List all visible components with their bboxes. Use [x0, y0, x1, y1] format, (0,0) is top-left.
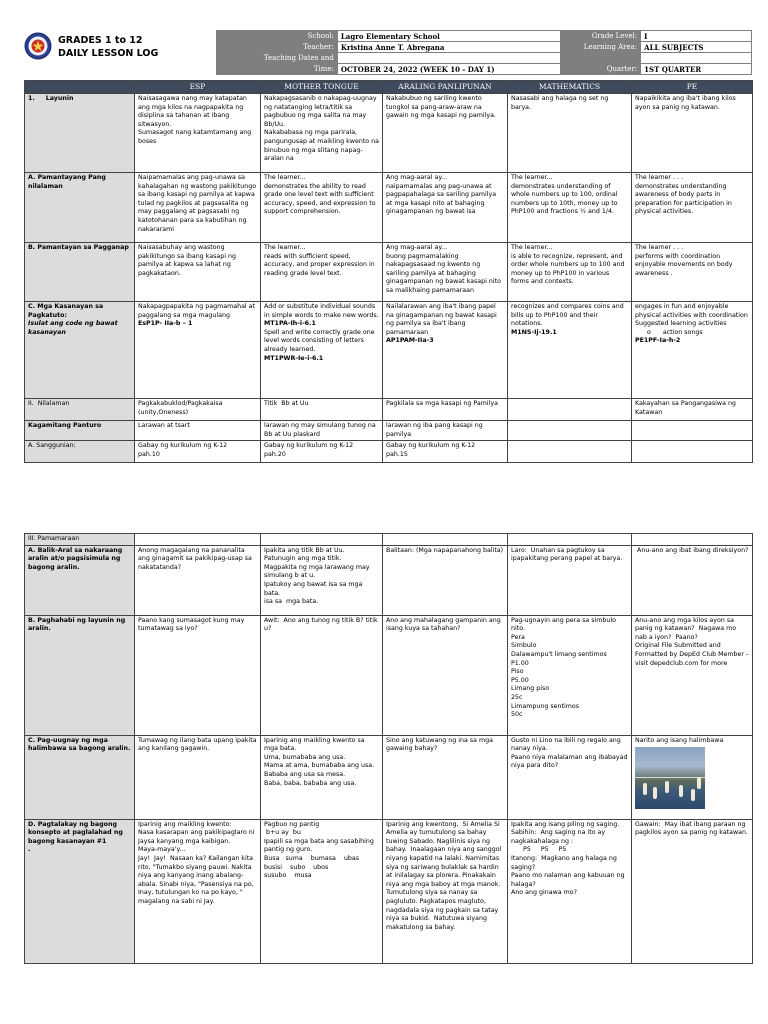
competency-code: EsP1P- IIa-b – 1 — [138, 320, 193, 328]
table-cell — [632, 819, 753, 963]
cell-text: engages in fun and enjoyable physical activities with coordination — [635, 303, 748, 319]
cell-text: Suggested learning activities — [635, 320, 727, 328]
cell-text: 25c — [511, 693, 523, 701]
row-label-text: 1. Layunin — [28, 95, 74, 102]
title-line-1: GRADES 1 to 12 — [58, 35, 143, 46]
table-cell — [261, 615, 383, 735]
row-label-text: B. Pamantayan sa Pagganap — [28, 244, 129, 251]
empty-cell — [261, 534, 383, 546]
cell-text: Nailalarawan ang iba't ibang papel na ginagampanan ng bawat kasapi ng pamilya sa iba't ibang pamamaraan — [386, 303, 499, 336]
header-value — [337, 53, 560, 64]
cell-text: Anu-ano ang ibat ibang direksiyon? — [635, 546, 749, 554]
row-label — [25, 421, 135, 441]
table-cell — [135, 615, 261, 735]
cell-text: Dalawampu't limang sentimos — [511, 650, 607, 658]
header-blank-cell — [25, 81, 135, 94]
cell-text: Sumasagot nang katamtamang ang boses — [138, 129, 254, 145]
table-cell — [383, 819, 508, 963]
table-cell — [135, 735, 261, 819]
column-header: PE — [632, 81, 753, 94]
table-cell — [508, 615, 632, 735]
cell-text: Nasasabi ang halaga ng set ng barya. — [511, 95, 611, 111]
row-label-text: Kagamitang Panturo — [28, 422, 102, 429]
header-label2: Grade Level: — [561, 31, 641, 42]
lesson-table-2 — [24, 533, 753, 964]
cell-text: Nakababasa ng mga parirala, pangungusap at maikling kwento na binubuo ng mga slitang napag-aralan na — [264, 129, 382, 163]
empty-cell — [632, 534, 753, 546]
cell-text: recognizes and compares coins and bills up to PhP100 and their notations. — [511, 303, 626, 328]
cell-text: is able to recognize, represent, and order whole numbers up to 100 and money up to PhP100 in various forms and contexts. — [511, 252, 627, 286]
cell-text: o action songs — [647, 328, 703, 336]
cell-text: 50c — [511, 711, 523, 719]
cell-text: performs with coordination enjoyable movements on body awareness . — [635, 252, 735, 277]
cell-text: Maya-maya'y... — [138, 846, 186, 854]
table-cell — [261, 94, 383, 173]
row-label — [25, 545, 135, 615]
table-row — [25, 94, 753, 173]
table-cell — [261, 399, 383, 421]
row-label-extra: . — [28, 846, 31, 854]
table-cell — [508, 441, 632, 463]
cell-text: Paano mo nalaman ang kabuuan ng halaga? — [511, 872, 627, 888]
document-title — [58, 34, 158, 60]
table-cell — [508, 421, 632, 441]
cell-text: Ang mag-aaral ay... — [386, 174, 448, 181]
row-label-text: C. Pag-uugnay ng mga halimbawa sa bagong aralin. — [28, 736, 131, 753]
photo-figure — [679, 785, 683, 797]
table-cell — [383, 545, 508, 615]
table-cell — [508, 243, 632, 302]
column-header: MATHEMATICS — [508, 81, 632, 94]
cell-text: Napaikikita ang iba't ibang kilos ayon sa panig ng katawan. — [635, 95, 738, 111]
cell-text: busisi subo ubos — [264, 863, 329, 871]
cell-text: Sabihin: Ang saging na ito ay nagkakahalaga ng : — [511, 829, 608, 845]
table-cell — [261, 173, 383, 243]
cell-text: Nakabubuo ng sariling kwento tungkol sa pang-araw-araw na gawain ng mga kasapi ng pamilya. — [386, 95, 496, 120]
cell-text: pah.10 — [138, 450, 160, 458]
row-label — [25, 819, 135, 963]
table-cell — [135, 302, 261, 399]
header-value2 — [641, 53, 752, 64]
photo-net — [635, 777, 705, 778]
header-label2: Learning Area: — [561, 42, 641, 53]
cell-text: Narito ang isang halimbawa — [635, 736, 724, 744]
table-row — [25, 399, 753, 421]
table-cell — [508, 173, 632, 243]
cell-text: P1.00 — [511, 659, 529, 667]
cell-text: Iparinig ang maikling kwento sa mga bata. — [264, 736, 367, 753]
cell-text: larawan ng iba pang kasapi ng pamilya — [386, 422, 485, 438]
title-line-2: DAILY LESSON LOG — [58, 48, 159, 59]
deped-seal-icon — [24, 32, 52, 60]
competency-code: MT1PWR-Ie-i-6.1 — [264, 354, 324, 362]
cell-text: Nakapagsasanib o nakapag-uugnay ng natatanging letra/titik sa pagbubuo ng mga salita na may Bb/Uu. — [264, 95, 379, 128]
header-label: Teacher: — [217, 42, 338, 53]
cell-text: pah.15 — [386, 450, 408, 458]
cell-text: Pagkakabuklod/Pagkakaisa (unity,Oneness) — [138, 400, 225, 416]
cell-text: Add or substitute individual sounds in simple words to make new words. — [264, 303, 379, 319]
cell-text: The learner... — [511, 244, 553, 251]
cell-text: Iparinig ang maikling kwento: — [138, 820, 232, 828]
header-value2: I — [641, 31, 752, 42]
header-row — [217, 64, 752, 75]
row-label-text: C. Mga Kasanayan sa Pagkatuto: — [28, 303, 106, 319]
cell-text: Ang mag-aaral ay... — [386, 244, 448, 251]
header-info-table — [216, 30, 752, 75]
header-value: Kristina Anne T. Abregana — [337, 42, 560, 53]
table-row — [25, 735, 753, 819]
row-label — [25, 173, 135, 243]
row-label — [25, 399, 135, 421]
cell-text: Pagbuo ng pantig — [264, 820, 320, 828]
table-row — [25, 243, 753, 302]
cell-text: Naisasagawa nang may katapatan ang mga kilos na nagpapakita ng disiplina sa tahanan at ibang sitwasyon. — [138, 95, 249, 128]
cell-text: Patunugin ang mga titik. — [264, 555, 342, 563]
cell-text: Ipapili sa mga bata ang sasabihing pantig ng guro. — [264, 837, 376, 854]
header-label2 — [561, 53, 641, 64]
cell-text: Naipamamalas ang pag-unawa sa kahalagahan ng wastong pakikitungo sa ibang kasapi ng pamilya at kapwa tulad ng pagkilos at pagsasalita ng may paggalang at pagsasabi ng katotohanan para sa kabutihan ng nakararami — [138, 174, 259, 233]
cell-text: Limampung sentimos — [511, 702, 579, 710]
table-row — [25, 545, 753, 615]
table-row — [25, 441, 753, 463]
column-header: MOTHER TONGUE — [261, 81, 383, 94]
row-label-text: II. Nilalaman — [28, 400, 70, 407]
empty-cell — [383, 534, 508, 546]
photo-figure — [697, 777, 701, 789]
table-cell — [261, 545, 383, 615]
cell-text: Original File Submitted and Formatted by DepEd Club Member - visit depedclub.com for more — [635, 642, 751, 667]
cell-text: Mama at ama, bumababa ang usa. — [264, 762, 375, 770]
table-cell — [632, 441, 753, 463]
cell-text: Kakayahan sa Pangangasiwa ng Katawan — [635, 400, 738, 416]
cell-text: The learner... — [264, 244, 306, 251]
cell-text: Laro: Unahan sa pagtukoy sa ipapakitang perang papel at barya. — [511, 546, 623, 563]
cell-text: Tumawag ng ilang bata upang ipakita ang kanilang gagawin. — [138, 736, 259, 753]
header-label: Time: — [217, 64, 338, 75]
cell-text: Anu-ano ang mga kilos ayon sa panig ng katawan? Nagawa mo nab a iyon? Paano? — [635, 616, 739, 641]
cell-text: Spell and write correctly grade one level words consisting of letters already learned. — [264, 328, 377, 353]
cell-text: Sino ang katuwang ng ina sa mga gawaing bahay? — [386, 736, 496, 753]
table-cell — [135, 441, 261, 463]
table-cell — [135, 243, 261, 302]
table-cell — [632, 421, 753, 441]
empty-cell — [508, 534, 632, 546]
cell-text: Itanong: Magkano ang halaga ng saging? — [511, 854, 619, 871]
cell-text: Gabay ng kurikulum ng K-12 — [264, 442, 354, 450]
cell-text: Bababa ang usa sa mesa. — [264, 770, 346, 778]
table-cell — [508, 399, 632, 421]
row-label-text: A. Balik-Aral sa nakaraang aralin at/o pagsisimula ng bagong aralin. — [28, 546, 125, 571]
header-value2: 1ST QUARTER — [641, 64, 752, 75]
photo-figure — [643, 783, 647, 795]
cell-text: Nasa kasarapan ang pakikipaglaro ni Jaysa kanyang mga kaibigan. — [138, 829, 257, 845]
table-cell — [632, 302, 753, 399]
table-cell — [135, 173, 261, 243]
photo-figure — [653, 787, 657, 799]
cell-text: Ipatukoy ang bawat isa sa mga bata. — [264, 580, 365, 597]
cell-text: Jay! Jay! Nasaan ka? Kailangan kita rito, "Tumakbo siyang pauwi. Nakita niya ang kanyang inang abalang-abala. Sinabi niya, "Pasensiya na po, Inay, tutulungan ko na po kayo, " magalang na sabi ni Jay. — [138, 854, 256, 905]
cell-text: b+u ay bu — [264, 829, 301, 837]
table-cell — [383, 399, 508, 421]
table-cell — [508, 302, 632, 399]
cell-text: The learner . . . — [635, 174, 684, 181]
table-cell — [383, 173, 508, 243]
cell-text: demonstrates understanding of whole numbers up to 100, ordinal numbers up to 10th, money up to PhP100 and fractions ½ and 1/4. — [511, 182, 620, 216]
table-cell — [632, 545, 753, 615]
cell-text: Ipakita ang isang piling ng saging. — [511, 820, 620, 828]
cell-text: susubo musa — [264, 872, 312, 880]
table-cell — [632, 615, 753, 735]
header-label: Teaching Dates and — [217, 53, 338, 64]
table-cell — [261, 243, 383, 302]
cell-text: naipamamalas ang pag-unawa at pagpapahalaga sa sariling pamilya at mga kasapi nito at bahaging ginagampanan ng bawat isa — [386, 182, 499, 216]
cell-text: Ano ang ginawa mo? — [511, 889, 577, 897]
cell-text: Simbulo — [511, 642, 537, 650]
table-cell — [261, 735, 383, 819]
header-value: Lagro Elementary School — [337, 31, 560, 42]
cell-text: Magpakita ng mga larawang may simulang b at u. — [264, 563, 372, 580]
photo-figure — [691, 789, 695, 801]
cell-text: Gawain: May ibat ibang paraan ng pagkilos ayon sa panig ng katawan. — [635, 820, 749, 837]
cell-text: Balitaan: (Mga napapanahong balita) — [386, 546, 504, 554]
table-cell — [261, 302, 383, 399]
row-label-text: A. Pamantayang Pang nilalaman — [28, 174, 109, 190]
column-header: ARALING PANLIPUNAN — [383, 81, 508, 94]
table-cell — [135, 545, 261, 615]
table-row — [25, 302, 753, 399]
photo-figure — [665, 781, 669, 793]
table-cell — [632, 173, 753, 243]
header-row — [217, 53, 752, 64]
lesson-table-1 — [24, 80, 753, 463]
table-cell — [135, 819, 261, 963]
cell-text: Naisasabuhay ang wastong pakikitungo sa ibang kasapi ng pamilya at kapwa sa lahat ng pagkakataon. — [138, 244, 238, 277]
competency-code: AP1PAM-IIa-3 — [386, 337, 434, 345]
empty-cell — [135, 534, 261, 546]
table-cell — [383, 243, 508, 302]
table-cell — [261, 441, 383, 463]
cell-text: Ipakita ang titik Bb at Uu. — [264, 546, 345, 554]
cell-text: Busa suma bumasa ubas — [264, 854, 359, 862]
table-cell — [383, 441, 508, 463]
table-cell — [508, 94, 632, 173]
table-cell — [383, 302, 508, 399]
header — [24, 30, 752, 74]
row-sublabel: Isulat ang code ng bawat kasanayan — [28, 320, 118, 336]
table-cell — [632, 735, 753, 819]
row-label — [25, 94, 135, 173]
table-row — [25, 173, 753, 243]
cell-text: Pagkilala sa mga kasapi ng Pamilya — [386, 400, 498, 407]
row-label — [25, 735, 135, 819]
gym-photo — [635, 747, 705, 809]
table-cell — [508, 819, 632, 963]
table-cell — [261, 421, 383, 441]
competency-code: M1NS-Ij-19.1 — [511, 328, 557, 336]
table-cell — [135, 399, 261, 421]
cell-text: Baba, baba, bababa ang usa. — [264, 779, 357, 787]
table-row — [25, 615, 753, 735]
cell-text: Piso — [511, 668, 524, 676]
header-row — [217, 42, 752, 53]
cell-text: The learner... — [511, 174, 553, 181]
cell-text: Awit: Ano ang tunog ng titik B? titik u? — [264, 616, 380, 633]
cell-text: buong pagmamalaking nakapagsasaad ng kwento ng sariling pamilya at bahaging ginagampanan ng bawat kasapi nito sa malikhaing pamamaraan — [386, 252, 503, 294]
cell-text: larawan ng may simulang tunog na Bb at Uu plaskard — [264, 422, 378, 438]
row-label — [25, 243, 135, 302]
cell-text: Titik Bb at Uu — [264, 400, 309, 407]
header-label: School: — [217, 31, 338, 42]
cell-text: Gusto ni Lino na ibili ng regalo ang nanay niya. — [511, 736, 623, 753]
table-cell — [383, 421, 508, 441]
cell-text: P5.00 — [511, 676, 529, 684]
table-cell — [632, 243, 753, 302]
cell-text: Pag-ugnayin ang pera sa simbulo nito. — [511, 616, 619, 633]
cell-text: Limang piso — [511, 685, 550, 693]
table-row — [25, 819, 753, 963]
cell-text: Gabay ng kurikulum ng K-12 — [138, 442, 228, 450]
cell-text: Larawan at tsart — [138, 422, 190, 429]
cell-text: The learner . . . — [635, 244, 684, 251]
cell-text: pah.20 — [264, 450, 286, 458]
table-cell — [135, 94, 261, 173]
header-row — [217, 31, 752, 42]
table-cell — [135, 421, 261, 441]
table-cell — [632, 399, 753, 421]
cell-text: reads with sufficient speed, accuracy, and proper expression in reading grade level text. — [264, 252, 377, 277]
cell-text: isa sa mga bata. — [264, 598, 319, 606]
cell-text: Paano kang sumasagot kung may tumatawag sa iyo? — [138, 616, 247, 633]
table-cell — [383, 735, 508, 819]
row-label — [25, 441, 135, 463]
cell-text: The learner... — [264, 174, 306, 181]
table-cell — [383, 615, 508, 735]
cell-text: Iparinig ang kwentong, Si Amelia Si Amelia ay tumutulong sa bahay tuwing Sabado. Naglilinis siya ng bahay. Inaalagaan niya ang sanggol niyang kapatid na lalaki. Namimitas siya ng sariwang bulaklak sa hardin at inilalagay sa plorera. Pinakakain niya ang mga baboy at mga manok. Tumutulong siya sa nanay sa pagluluto. Pagkatapos magluto, nagdadala siya ng pagkain sa tatay niya sa bukid. Natutuwa siyang makatulong sa bahay. — [386, 820, 505, 931]
cell-text: Ano ang mahalagang gampanin ang isang kuya sa tahahan? — [386, 616, 503, 633]
table-cell — [508, 545, 632, 615]
cell-text: Uma, bumababa ang usa. — [264, 753, 346, 761]
table-cell — [383, 94, 508, 173]
table-cell — [632, 94, 753, 173]
header-label2: Quarter: — [561, 64, 641, 75]
cell-text: Anong magagalang na pananalita ang ginagamit sa pakikipag-usap sa nakatatanda? — [138, 546, 254, 571]
row-label-text: B. Paghahabi ng layunin ng aralin. — [28, 616, 128, 633]
section-title-row — [25, 534, 753, 546]
cell-text: P5 P5 P5 — [511, 846, 567, 854]
row-label — [25, 615, 135, 735]
cell-text: Gabay ng kurikulum ng K-12 — [386, 442, 476, 450]
table-cell — [508, 735, 632, 819]
cell-text: Pera — [511, 633, 525, 641]
header-value: OCTOBER 24, 2022 (WEEK 10 - DAY 1) — [337, 64, 560, 75]
table-cell — [261, 819, 383, 963]
row-label-text: A. Sanggunian: — [28, 442, 76, 450]
competency-code: MT1PA-Ih-i-6.1 — [264, 320, 316, 328]
table-row — [25, 421, 753, 441]
cell-text: Paano niya malalaman ang ibabayad niya para dito? — [511, 753, 630, 770]
section-title: III. Pamamaraan — [25, 534, 135, 546]
column-header: ESP — [135, 81, 261, 94]
header-value2: ALL SUBJECTS — [641, 42, 752, 53]
cell-text: demonstrates understanding awareness of body parts in preparation for participation in physical activities. — [635, 182, 734, 216]
row-label — [25, 302, 135, 399]
row-label-text: D. Pagtalakay ng bagong konsepto at paglalahad ng bagong kasanayan #1 — [28, 820, 126, 845]
competency-code: PE1PF-Ia-h-2 — [635, 337, 681, 345]
cell-text: Nakapagpapakita ng pagmamahal at paggalang sa mga magulang — [138, 303, 258, 319]
cell-text: demonstrates the ability to read grade one level text with sufficient accuracy, speed, and expression to support comprehension. — [264, 182, 378, 216]
